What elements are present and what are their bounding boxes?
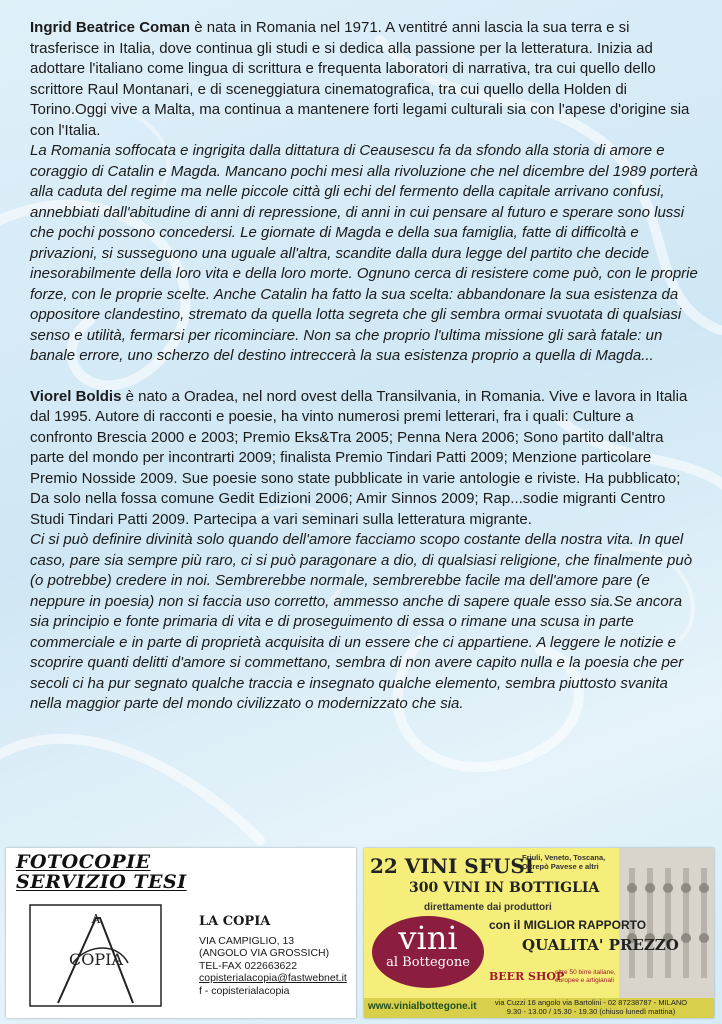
svg-text:COPIA: COPIA — [69, 950, 123, 969]
beer-note: oltre 50 birre italiane, europee e artigianali — [555, 969, 616, 984]
shop-corner: (ANGOLO VIA GROSSICH) — [199, 947, 330, 959]
wine-address-line: via Cuzzi 16 angolo via Bartolini - 02 87238787 - MILANO — [494, 998, 688, 1007]
bio-boldis — [30, 387, 700, 531]
wine-website-link[interactable]: www.vinialbottegone.it — [368, 1001, 477, 1012]
wine-quality-line: QUALITA' PREZZO — [522, 936, 679, 954]
wine-producers-line: direttamente dai produttori — [424, 902, 552, 913]
ad-copy-headline — [16, 852, 236, 892]
copy-shop-info — [199, 916, 354, 997]
beer-shop-label: BEER SHOP — [489, 970, 565, 983]
shop-email-link[interactable]: copisterialacopia@fastwebnet.it — [199, 972, 347, 984]
bio-coman — [30, 18, 700, 141]
author-name-boldis: Viorel Boldis — [30, 387, 122, 405]
excerpt-boldis: Ci si può definire divinità solo quando dell'amore facciamo scopo costante della nostra vita. In quel caso, pare sia sempre più raro, ci si può paragonare a dio, di qualsiasi religione, che finalmente può (o potrebbe) credere in noi. Sembrerebbe normale, sembrerebbe facile ma dell'amore pare (e neppure in poesia) non si faccia uso corretto, ammesso anche di sapere quale esso sia.Se ancora sia principio e fonte primaria di vita e di proseguimento di essa o rimane una scusa in parte commerciale e in parte di proprietà acquisita di un essere che ci appartiene. A leggere le notizie e scoprire quanti delitti d'amore si commettano, sembra di non avere capito nulla e la poesia che per secoli ci ha pur segnato qualche traccia e insegnato qualche elemento, sembra piuttosto svanita nella maggior parte del mondo civilizzato o modernizzato che sia. — [30, 531, 693, 712]
shop-phone: TEL-FAX 022663622 — [199, 959, 298, 972]
excerpt-coman: La Romania soffocata e ingrigita dalla dittatura di Ceausescu fa da sfondo alla storia di amore e coraggio di Catalin e Magda. Mancano pochi mesi alla rivoluzione che nel dicembre del 1989 porterà alla caduta del regime ma nelle piccole città gli echi del fermento della capitale arrivano confusi, annebbiati dall'abitudine di anni di repressione, di anni in cui pensare al futuro e sperare sono lussi che pochi possono concedersi. Le giornate di Magda e della sua famiglia, fatte di difficoltà e privazioni, si susseguono una uguale all'altra, scandite dalla dura legge del partito che decide inesorabilmente della loro vita e della loro morte. Ognuno cerca di resistere come può, con le proprie forze, con le proprie scelte. Anche Catalin ha fatto la sua scelta: abbandonare la sua esistenza da oppositore clandestino, stremato da quella lotta segreta che gli sembra ormai svuotata di qualsiasi senso e utilità, fermarsi per ricominciare. Non sa che proprio l'ultima missione gli sarà fatale: un banale errore, uno scherzo del destino intreccerà la sua esistenza proprio a quella di Magda... — [30, 142, 698, 364]
author-name-coman: Ingrid Beatrice Coman — [30, 19, 191, 36]
ad-la-copia — [6, 848, 356, 1018]
shop-address: VIA CAMPIGLIO, 13 — [199, 934, 295, 947]
svg-text:A: A — [91, 912, 101, 926]
wine-value-line: con il MIGLIOR RAPPORTO — [489, 918, 647, 932]
wine-regions: Friuli, Veneto, Toscana, Oltrepò Pavese e altri — [522, 853, 606, 871]
headline-servizio-tesi: SERVIZIO TESI — [16, 871, 187, 893]
logo-vini: vini — [398, 919, 458, 957]
bio-coman-text: è nata in Romania nel 1971. A ventitré anni lascia la sua terra e si trasferisce in Italia, dove continua gli studi e si dedica alla passione per la letteratura. Inizia ad adottare l'italiano come lingua di scrittura e frequenta laboratori di narrativa, tra cui quello dello scrittore Raul Montanari, e di sceneggiatura cinematografica, tra cui quello della Holden di Torino.Oggi vive a Malta, ma continua a mantenere forti legami culturali sia con l'apese d'origine sia con l'Italia. — [30, 19, 690, 139]
ad-vini-al-bottegone — [364, 848, 714, 1018]
shop-name: LA COPIA — [199, 914, 271, 929]
logo-bottegone: al Bottegone — [386, 955, 470, 970]
vini-al-bottegone-logo — [372, 916, 484, 988]
wine-bottles-line: 300 VINI IN BOTTIGLIA — [409, 880, 600, 896]
wine-headline: 22 VINI SFUSI — [370, 854, 535, 878]
headline-fotocopie: FOTOCOPIE — [16, 851, 151, 873]
wine-address — [468, 998, 714, 1016]
shop-facebook[interactable]: f - copisterialacopia — [199, 984, 290, 997]
main-text-column — [30, 18, 700, 715]
wine-hours-line: 9.30 - 13.00 / 15.30 - 19.30 (chiuso lunedì mattina) — [506, 1007, 676, 1016]
bio-boldis-text: è nato a Oradea, nel nord ovest della Transilvania, in Romania. Vive e lavora in Italia dal 1995. Autore di racconti e poesie, ha vinto numerosi premi letterari, fra i quali: Culture a confronto Brescia 2000 e 2003; Premio Eks&Tra 2005; Penna Nera 2006; Sono partito dall'altra parte del mondo per incontrarti 2009; finalista Premio Tindari Patti 2009; Menzione particolare Premio Nosside 2009. Sue poesie sono state pubblicate in varie antologie e riviste. Ha pubblicato; Da solo nella fossa comune Gedit Edizioni 2006; Amir Sinnos 2009; Rap...sodie migranti Centro Studi Tindari Patti 2009. Partecipa a vari seminari sulla letteratura migrante. — [30, 387, 688, 528]
la-copia-logo — [28, 903, 163, 1008]
